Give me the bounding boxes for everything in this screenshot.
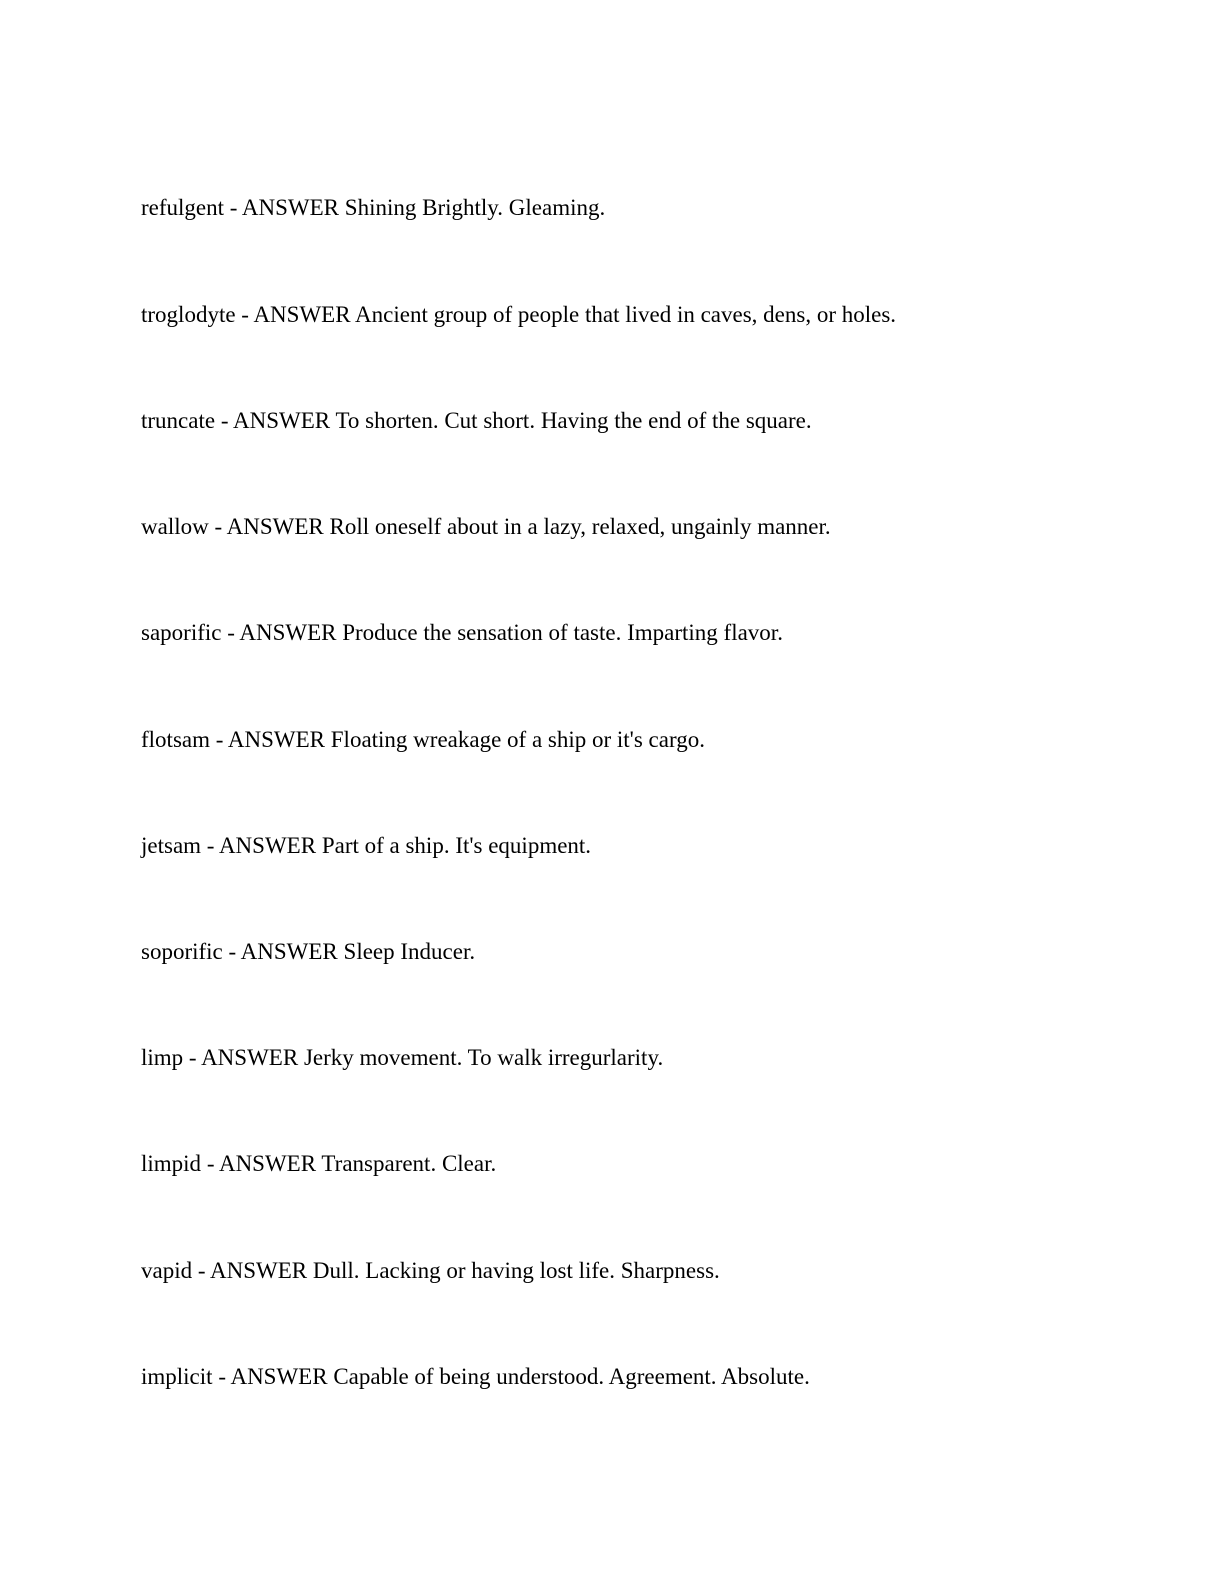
definition: Dull. Lacking or having lost life. Sharpness. — [312, 1258, 720, 1283]
definition: Part of a ship. It's equipment. — [321, 833, 592, 858]
entry-truncate — [141, 406, 812, 436]
answer-label: ANSWER — [210, 1258, 308, 1283]
entry-refulgent — [141, 193, 605, 223]
entry-limpid — [141, 1149, 496, 1179]
term: wallow — [141, 514, 209, 539]
definition: Roll oneself about in a lazy, relaxed, ungainly manner. — [329, 514, 831, 539]
term: soporific — [141, 939, 223, 964]
answer-label: ANSWER — [253, 302, 351, 327]
separator: - — [183, 1045, 202, 1070]
separator: - — [235, 302, 254, 327]
term: flotsam — [141, 727, 210, 752]
entry-vapid — [141, 1256, 720, 1286]
separator: - — [210, 727, 228, 752]
term: refulgent — [141, 195, 225, 220]
separator: - — [192, 1258, 210, 1283]
answer-label: ANSWER — [218, 1151, 317, 1176]
separator: - — [201, 1151, 219, 1176]
term: jetsam — [141, 833, 202, 858]
definition: Ancient group of people that lived in caves, dens, or holes. — [355, 302, 897, 327]
answer-label: ANSWER — [232, 408, 331, 433]
answer-label: ANSWER — [239, 620, 337, 645]
entry-saporific — [141, 618, 783, 648]
answer-label: ANSWER — [241, 195, 340, 220]
separator: - — [208, 514, 227, 539]
answer-label: ANSWER — [230, 1364, 328, 1389]
entry-troglodyte — [141, 300, 896, 330]
term: truncate — [141, 408, 216, 433]
term: limpid — [141, 1151, 202, 1176]
entry-flotsam — [141, 725, 705, 755]
entry-jetsam — [141, 831, 591, 861]
term: saporific — [141, 620, 222, 645]
term: limp — [141, 1045, 184, 1070]
separator: - — [224, 195, 242, 220]
term: vapid — [141, 1258, 193, 1283]
separator: - — [215, 408, 233, 433]
answer-label: ANSWER — [227, 727, 326, 752]
definition: Capable of being understood. Agreement. Absolute. — [333, 1364, 810, 1389]
definition: Sleep Inducer. — [343, 939, 476, 964]
separator: - — [201, 833, 219, 858]
entry-implicit — [141, 1362, 810, 1392]
entry-wallow — [141, 512, 831, 542]
definition: Produce the sensation of taste. Imparting flavor. — [342, 620, 783, 645]
definition: Floating wreakage of a ship or it's cargo. — [330, 727, 705, 752]
separator: - — [221, 620, 240, 645]
definition: To shorten. Cut short. Having the end of the square. — [335, 408, 812, 433]
answer-label: ANSWER — [218, 833, 317, 858]
answer-label: ANSWER — [240, 939, 338, 964]
answer-label: ANSWER — [226, 514, 324, 539]
definition: Shining Brightly. Gleaming. — [344, 195, 606, 220]
separator: - — [222, 939, 241, 964]
definition: Jerky movement. To walk irregurlarity. — [303, 1045, 664, 1070]
term: troglodyte — [141, 302, 236, 327]
entry-soporific — [141, 937, 475, 967]
definition: Transparent. Clear. — [321, 1151, 497, 1176]
entry-limp — [141, 1043, 663, 1073]
answer-label: ANSWER — [201, 1045, 299, 1070]
term: implicit — [141, 1364, 213, 1389]
separator: - — [212, 1364, 231, 1389]
